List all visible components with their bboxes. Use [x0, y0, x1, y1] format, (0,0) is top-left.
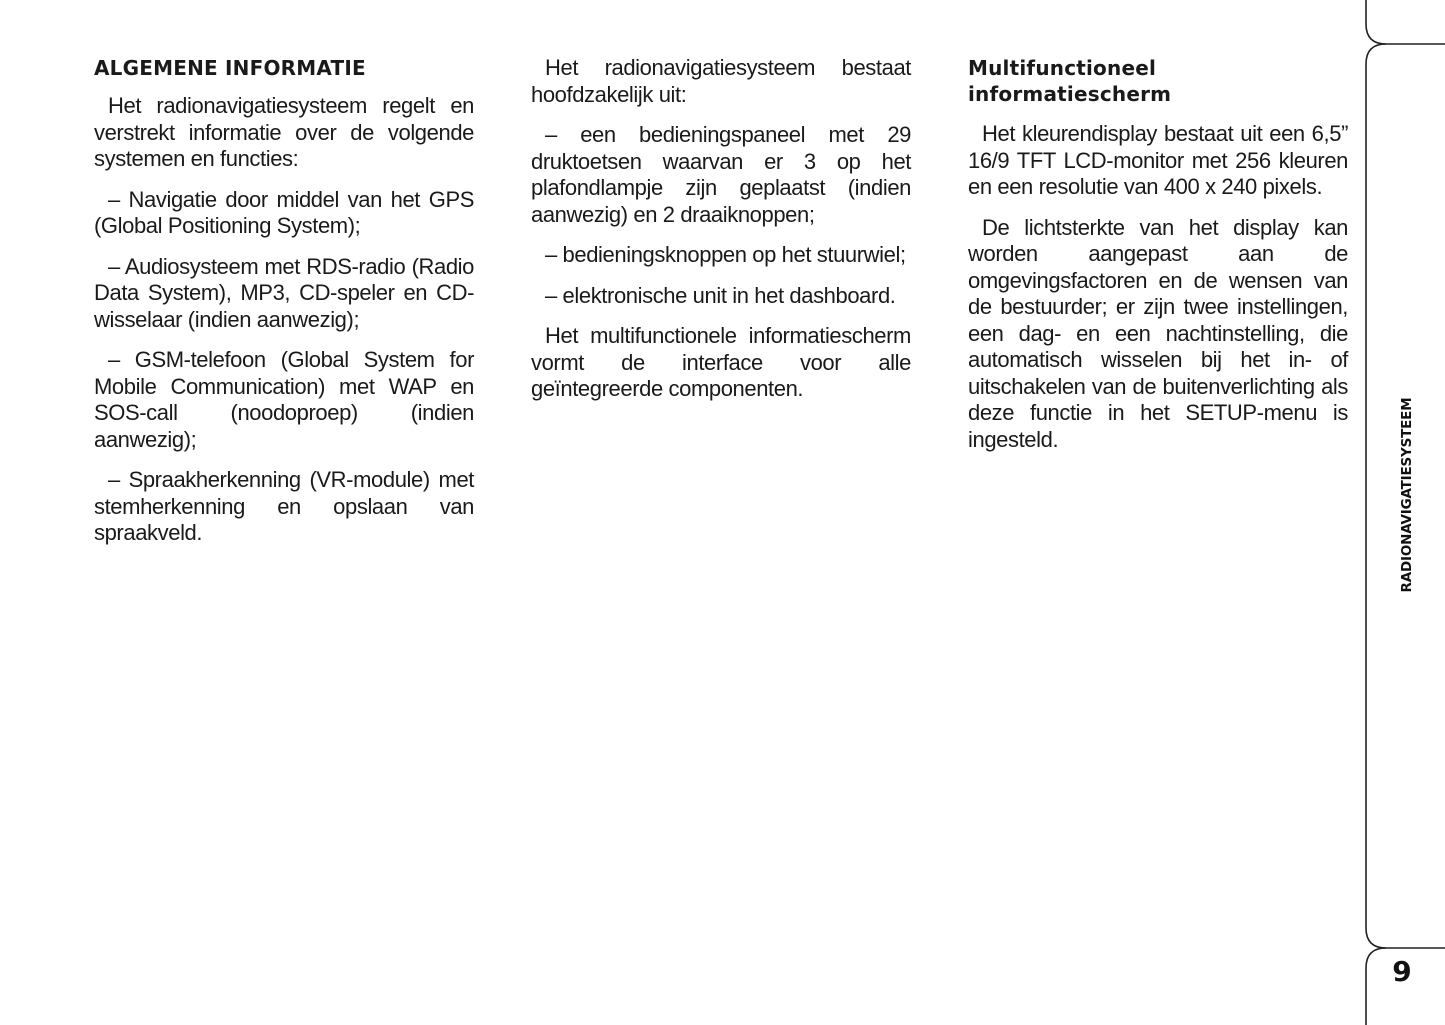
column-general-info — [94, 55, 474, 561]
chapter-tab-label: RADIONAVIGATIESYSTEEM — [1399, 397, 1415, 593]
list-item-voice-recognition: – Spraakherkenning (VR-module) met stemherkenning en opslaan van spraakveld. — [94, 467, 474, 545]
section-heading-line-2: informatiescherm — [968, 82, 1172, 106]
list-item-control-panel: – een bedieningspaneel met 29 druktoetsen waarvan er 3 op het plafondlampje zijn geplaatst (indien aanwezig) en 2 draaiknoppen; — [531, 122, 911, 227]
paragraph-display-specs: Het kleurendisplay bestaat uit een 6,5” 16/9 TFT LCD-monitor met 256 kleuren en een resolutie van 400 x 240 pixels. — [968, 121, 1348, 199]
list-item-gsm: – GSM-telefoon (Global System for Mobile Communication) met WAP en SOS-call (noodoproep) (indien aanwezig); — [94, 347, 474, 452]
paragraph-intro: Het radionavigatiesysteem regelt en verstrekt informatie over de volgende systemen en functies: — [94, 93, 474, 171]
section-heading-line-1: Multifunctioneel — [968, 56, 1157, 80]
section-heading-display — [968, 55, 1348, 107]
page-number: 9 — [1392, 955, 1412, 988]
paragraph-components-intro: Het radionavigatiesysteem bestaat hoofdzakelijk uit: — [531, 55, 911, 107]
list-item-navigation: – Navigatie door middel van het GPS (Global Positioning System); — [94, 186, 474, 238]
list-item-audio: – Audiosysteem met RDS-radio (Radio Data System), MP3, CD-speler en CD-wisselaar (indien aanwezig); — [94, 253, 474, 332]
column-multifunction-display — [968, 55, 1348, 467]
section-heading-general-info: ALGEMENE INFORMATIE — [94, 56, 366, 80]
list-item-steering-controls: – bedieningsknoppen op het stuurwiel; — [545, 242, 906, 267]
list-item-electronic-unit: – elektronische unit in het dashboard. — [545, 282, 896, 308]
paragraph-display-interface: Het multifunctionele informatiescherm vormt de interface voor alle geïntegreerde componenten. — [531, 323, 911, 401]
column-system-components — [531, 55, 911, 417]
paragraph-brightness: De lichtsterkte van het display kan worden aangepast aan de omgevingsfactoren en de wensen van de bestuurder; er zijn twee instellingen, een dag- en een nachtinstelling, die automatisch wisselen bij het in- of uitschakelen van de buitenverlichting als deze functie in het SETUP-menu is ingesteld. — [968, 214, 1348, 452]
